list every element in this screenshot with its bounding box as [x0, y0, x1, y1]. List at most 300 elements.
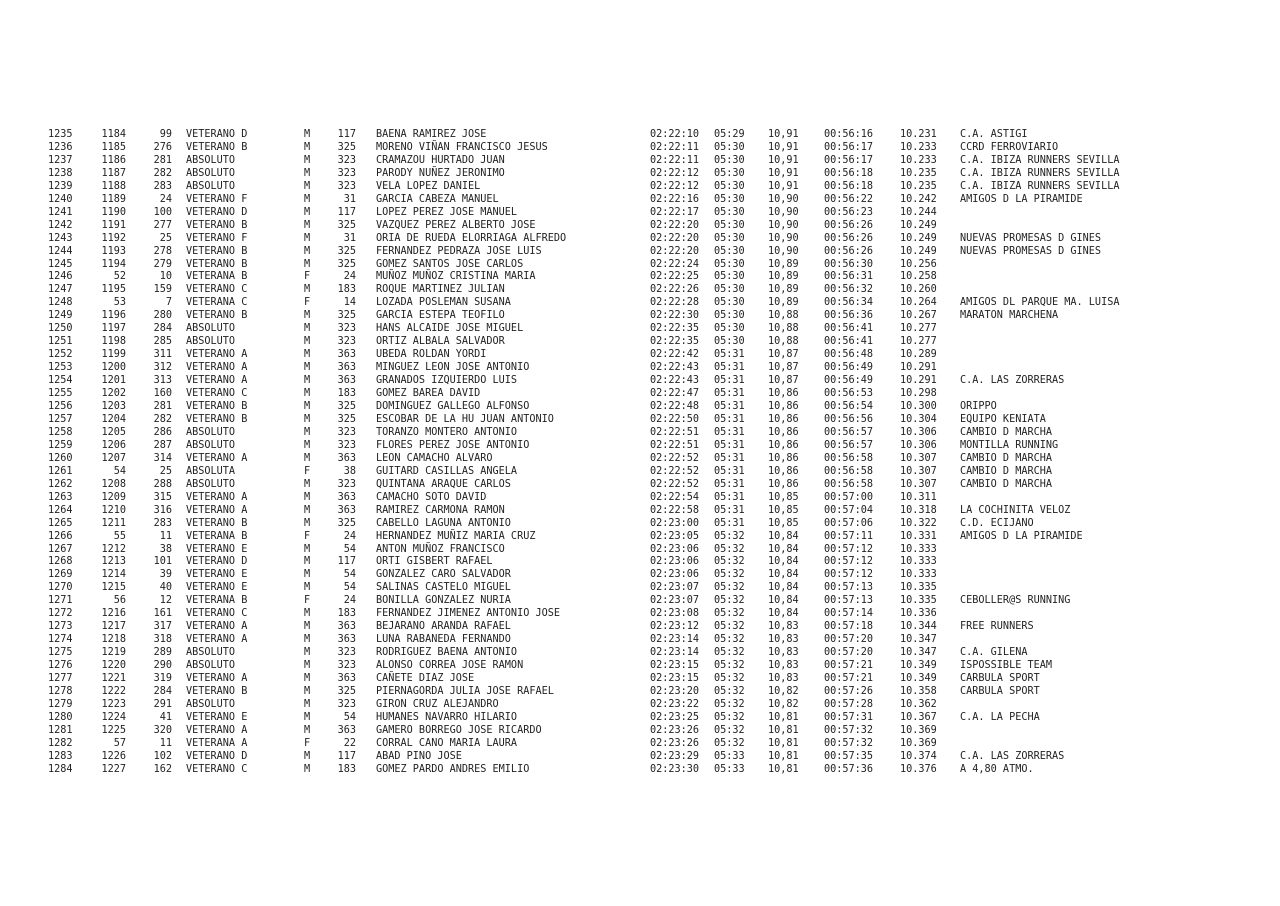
finish-time-cell: 02:23:22 [650, 698, 700, 710]
category-count-cell: 24 [343, 271, 356, 283]
club-cell [960, 336, 1140, 349]
category-count-cell: 363 [337, 375, 356, 387]
table-row [48, 284, 1140, 297]
finish-time-cell: 02:22:35 [650, 323, 700, 335]
club-cell: NUEVAS PROMESAS D GINES [960, 245, 1102, 257]
speed-cell: 10,81 [768, 750, 799, 762]
pace-cell: 05:30 [714, 206, 745, 218]
partial-time-cell: 00:57:32 [824, 724, 874, 736]
runner-name-cell: MORENO VIÑAN FRANCISCO JESUS [376, 141, 548, 153]
category-position-cell: 25 [159, 232, 172, 244]
table-row [48, 699, 1140, 712]
category-position-cell: 286 [153, 426, 172, 438]
category-position-cell: 314 [153, 452, 172, 464]
category-cell: VETERANO F [186, 232, 248, 244]
pace-cell: 05:30 [714, 336, 745, 348]
partial-time-cell: 00:56:49 [824, 362, 874, 374]
category-position-cell: 24 [159, 193, 172, 205]
club-cell [960, 492, 1140, 505]
finish-time-cell: 02:22:54 [650, 491, 700, 503]
partial-time-cell: 00:56:56 [824, 413, 874, 425]
overall-position-cell: 1266 [48, 530, 73, 542]
category-cell: VETERANO B [186, 258, 248, 270]
speed-cell: 10,82 [768, 685, 799, 697]
category-position-cell: 287 [153, 439, 172, 451]
sex-cell: M [304, 724, 311, 736]
category-cell: VETERANO E [186, 711, 248, 723]
category-count-cell: 323 [337, 323, 356, 335]
speed-cell: 10,86 [768, 388, 799, 400]
points-cell: 10.306 [900, 439, 937, 451]
category-position-cell: 11 [159, 737, 172, 749]
category-cell: VETERANO A [186, 491, 248, 503]
partial-time-cell: 00:56:32 [824, 284, 874, 296]
sex-cell: M [304, 750, 311, 762]
overall-position-cell: 1259 [48, 439, 73, 451]
runner-name-cell: DOMINGUEZ GALLEGO ALFONSO [376, 401, 530, 413]
partial-time-cell: 00:57:13 [824, 582, 874, 594]
partial-time-cell: 00:56:17 [824, 154, 874, 166]
sex-cell: M [304, 711, 311, 723]
club-cell: C.A. LA PECHA [960, 711, 1040, 723]
sex-cell: M [304, 413, 311, 425]
runner-name-cell: PARODY NUÑEZ JERONIMO [376, 167, 505, 179]
table-row [48, 505, 1140, 518]
partial-time-cell: 00:56:54 [824, 401, 874, 413]
category-cell: VETERANO A [186, 621, 248, 633]
partial-time-cell: 00:56:18 [824, 167, 874, 179]
category-position-cell: 315 [153, 491, 172, 503]
points-cell: 10.289 [900, 349, 937, 361]
club-cell [960, 323, 1140, 336]
points-cell: 10.333 [900, 543, 937, 555]
sex-cell: M [304, 375, 311, 387]
category-position-cell: 40 [159, 582, 172, 594]
pace-cell: 05:30 [714, 284, 745, 296]
category-position-cell: 312 [153, 362, 172, 374]
category-position-cell: 317 [153, 621, 172, 633]
partial-time-cell: 00:57:20 [824, 634, 874, 646]
sex-cell: M [304, 129, 311, 140]
points-cell: 10.374 [900, 750, 937, 762]
category-cell: VETERANO B [186, 685, 248, 697]
runner-name-cell: BAENA RAMIREZ JOSE [376, 129, 487, 140]
category-cell: VETERANO C [186, 763, 248, 775]
speed-cell: 10,81 [768, 711, 799, 723]
gender-position-cell: 1187 [101, 167, 126, 179]
category-count-cell: 54 [343, 711, 356, 723]
partial-time-cell: 00:56:26 [824, 245, 874, 257]
sex-cell: M [304, 608, 311, 620]
club-cell: CCRD FERROVIARIO [960, 141, 1059, 153]
category-position-cell: 283 [153, 180, 172, 192]
runner-name-cell: CORRAL CANO MARIA LAURA [376, 737, 518, 749]
points-cell: 10.291 [900, 362, 937, 374]
speed-cell: 10,86 [768, 439, 799, 451]
overall-position-cell: 1251 [48, 336, 73, 348]
overall-position-cell: 1284 [48, 763, 73, 775]
category-cell: ABSOLUTO [186, 439, 236, 451]
overall-position-cell: 1249 [48, 310, 73, 322]
club-cell: C.A. LAS ZORRERAS [960, 375, 1065, 387]
category-cell: VETERANO B [186, 310, 248, 322]
table-row [48, 349, 1140, 362]
overall-position-cell: 1256 [48, 401, 73, 413]
points-cell: 10.231 [900, 129, 937, 140]
table-row [48, 531, 1140, 544]
category-count-cell: 183 [337, 284, 356, 296]
gender-position-cell: 1219 [101, 647, 126, 659]
runner-name-cell: BEJARANO ARANDA RAFAEL [376, 621, 511, 633]
table-row [48, 233, 1140, 246]
gender-position-cell: 1224 [101, 711, 126, 723]
category-count-cell: 183 [337, 763, 356, 775]
category-cell: ABSOLUTO [186, 154, 236, 166]
finish-time-cell: 02:22:11 [650, 154, 700, 166]
category-cell: VETERANO D [186, 556, 248, 568]
partial-time-cell: 00:57:20 [824, 647, 874, 659]
club-cell [960, 220, 1140, 233]
finish-time-cell: 02:22:30 [650, 310, 700, 322]
category-position-cell: 276 [153, 141, 172, 153]
runner-name-cell: ABAD PINO JOSE [376, 750, 462, 762]
speed-cell: 10,86 [768, 426, 799, 438]
partial-time-cell: 00:57:14 [824, 608, 874, 620]
partial-time-cell: 00:56:57 [824, 426, 874, 438]
table-row [48, 207, 1140, 220]
speed-cell: 10,86 [768, 452, 799, 464]
sex-cell: M [304, 582, 311, 594]
gender-position-cell: 1225 [101, 724, 126, 736]
points-cell: 10.260 [900, 284, 937, 296]
finish-time-cell: 02:23:05 [650, 530, 700, 542]
overall-position-cell: 1255 [48, 388, 73, 400]
club-cell: CARBULA SPORT [960, 673, 1040, 685]
points-cell: 10.235 [900, 167, 937, 179]
points-cell: 10.335 [900, 582, 937, 594]
sex-cell: M [304, 439, 311, 451]
table-row [48, 259, 1140, 272]
category-cell: VETERANO B [186, 219, 248, 231]
runner-name-cell: LEON CAMACHO ALVARO [376, 452, 493, 464]
points-cell: 10.300 [900, 401, 937, 413]
runner-name-cell: LOZADA POSLEMAN SUSANA [376, 297, 511, 309]
overall-position-cell: 1270 [48, 582, 73, 594]
partial-time-cell: 00:57:06 [824, 517, 874, 529]
points-cell: 10.264 [900, 297, 937, 309]
sex-cell: M [304, 685, 311, 697]
points-cell: 10.347 [900, 647, 937, 659]
partial-time-cell: 00:57:13 [824, 595, 874, 607]
gender-position-cell: 1208 [101, 478, 126, 490]
runner-name-cell: RAMIREZ CARMONA RAMON [376, 504, 505, 516]
speed-cell: 10,84 [768, 556, 799, 568]
category-cell: VETERANA B [186, 595, 248, 607]
club-cell: C.D. ECIJANO [960, 517, 1034, 529]
category-position-cell: 99 [159, 129, 172, 140]
category-cell: VETERANO B [186, 141, 248, 153]
speed-cell: 10,84 [768, 582, 799, 594]
points-cell: 10.277 [900, 323, 937, 335]
sex-cell: M [304, 232, 311, 244]
sex-cell: M [304, 647, 311, 659]
category-position-cell: 278 [153, 245, 172, 257]
table-row [48, 608, 1140, 621]
category-count-cell: 325 [337, 517, 356, 529]
club-cell: CARBULA SPORT [960, 685, 1040, 697]
finish-time-cell: 02:22:24 [650, 258, 700, 270]
runner-name-cell: FERNANDEZ JIMENEZ ANTONIO JOSE [376, 608, 561, 620]
category-cell: VETERANO A [186, 673, 248, 685]
sex-cell: M [304, 310, 311, 322]
gender-position-cell: 1184 [101, 129, 126, 140]
runner-name-cell: TORANZO MONTERO ANTONIO [376, 426, 518, 438]
table-row [48, 375, 1140, 388]
points-cell: 10.369 [900, 737, 937, 749]
category-count-cell: 24 [343, 530, 356, 542]
overall-position-cell: 1282 [48, 737, 73, 749]
category-count-cell: 363 [337, 673, 356, 685]
category-cell: ABSOLUTA [186, 465, 236, 477]
club-cell: MONTILLA RUNNING [960, 439, 1059, 451]
table-row [48, 440, 1140, 453]
speed-cell: 10,88 [768, 323, 799, 335]
gender-position-cell: 1226 [101, 750, 126, 762]
table-row [48, 518, 1140, 531]
finish-time-cell: 02:23:06 [650, 556, 700, 568]
pace-cell: 05:32 [714, 647, 745, 659]
category-count-cell: 323 [337, 167, 356, 179]
points-cell: 10.267 [900, 310, 937, 322]
sex-cell: M [304, 336, 311, 348]
gender-position-cell: 1190 [101, 206, 126, 218]
category-cell: VETERANO B [186, 413, 248, 425]
sex-cell: M [304, 517, 311, 529]
overall-position-cell: 1237 [48, 154, 73, 166]
category-cell: VETERANA A [186, 737, 248, 749]
speed-cell: 10,90 [768, 219, 799, 231]
points-cell: 10.344 [900, 621, 937, 633]
category-cell: VETERANO E [186, 569, 248, 581]
speed-cell: 10,87 [768, 362, 799, 374]
category-count-cell: 363 [337, 634, 356, 646]
pace-cell: 05:30 [714, 167, 745, 179]
partial-time-cell: 00:56:22 [824, 193, 874, 205]
sex-cell: M [304, 141, 311, 153]
category-count-cell: 183 [337, 608, 356, 620]
gender-position-cell: 56 [113, 595, 126, 607]
sex-cell: M [304, 543, 311, 555]
category-count-cell: 117 [337, 206, 356, 218]
category-cell: VETERANO C [186, 608, 248, 620]
table-row [48, 142, 1140, 155]
points-cell: 10.358 [900, 685, 937, 697]
speed-cell: 10,91 [768, 154, 799, 166]
table-row [48, 634, 1140, 647]
club-cell: CEBOLLER@S RUNNING [960, 595, 1071, 607]
category-position-cell: 281 [153, 154, 172, 166]
category-count-cell: 325 [337, 219, 356, 231]
gender-position-cell: 1211 [101, 517, 126, 529]
partial-time-cell: 00:57:18 [824, 621, 874, 633]
runner-name-cell: ORIA DE RUEDA ELORRIAGA ALFREDO [376, 232, 567, 244]
club-cell: C.A. IBIZA RUNNERS SEVILLA [960, 167, 1120, 179]
speed-cell: 10,91 [768, 167, 799, 179]
category-count-cell: 22 [343, 737, 356, 749]
overall-position-cell: 1277 [48, 673, 73, 685]
points-cell: 10.349 [900, 673, 937, 685]
finish-time-cell: 02:22:25 [650, 271, 700, 283]
points-cell: 10.249 [900, 232, 937, 244]
club-cell: C.A. ASTIGI [960, 129, 1028, 140]
overall-position-cell: 1258 [48, 426, 73, 438]
pace-cell: 05:31 [714, 491, 745, 503]
finish-time-cell: 02:22:42 [650, 349, 700, 361]
overall-position-cell: 1276 [48, 660, 73, 672]
club-cell [960, 738, 1140, 751]
overall-position-cell: 1257 [48, 413, 73, 425]
table-row [48, 323, 1140, 336]
category-count-cell: 14 [343, 297, 356, 309]
sex-cell: M [304, 569, 311, 581]
runner-name-cell: ORTIZ ALBALA SALVADOR [376, 336, 505, 348]
table-row [48, 271, 1140, 284]
speed-cell: 10,90 [768, 206, 799, 218]
club-cell: NUEVAS PROMESAS D GINES [960, 232, 1102, 244]
finish-time-cell: 02:22:20 [650, 232, 700, 244]
category-position-cell: 281 [153, 401, 172, 413]
club-cell: C.A. GILENA [960, 647, 1028, 659]
pace-cell: 05:32 [714, 711, 745, 723]
category-count-cell: 363 [337, 491, 356, 503]
runner-name-cell: MINGUEZ LEON JOSE ANTONIO [376, 362, 530, 374]
overall-position-cell: 1271 [48, 595, 73, 607]
sex-cell: F [304, 465, 311, 477]
category-position-cell: 284 [153, 685, 172, 697]
club-cell [960, 634, 1140, 647]
partial-time-cell: 00:56:58 [824, 478, 874, 490]
points-cell: 10.298 [900, 388, 937, 400]
category-cell: ABSOLUTO [186, 167, 236, 179]
partial-time-cell: 00:56:30 [824, 258, 874, 270]
pace-cell: 05:31 [714, 465, 745, 477]
finish-time-cell: 02:22:12 [650, 167, 700, 179]
table-row [48, 725, 1140, 738]
runner-name-cell: LOPEZ PEREZ JOSE MANUEL [376, 206, 518, 218]
finish-time-cell: 02:22:51 [650, 439, 700, 451]
club-cell [960, 271, 1140, 284]
finish-time-cell: 02:23:00 [650, 517, 700, 529]
finish-time-cell: 02:22:10 [650, 129, 700, 140]
sex-cell: M [304, 763, 311, 775]
gender-position-cell: 1203 [101, 401, 126, 413]
results-table [48, 129, 1140, 777]
overall-position-cell: 1262 [48, 478, 73, 490]
category-count-cell: 323 [337, 478, 356, 490]
category-position-cell: 311 [153, 349, 172, 361]
overall-position-cell: 1253 [48, 362, 73, 374]
speed-cell: 10,85 [768, 491, 799, 503]
category-cell: VETERANA C [186, 297, 248, 309]
speed-cell: 10,85 [768, 517, 799, 529]
category-position-cell: 318 [153, 634, 172, 646]
category-count-cell: 363 [337, 724, 356, 736]
points-cell: 10.335 [900, 595, 937, 607]
runner-name-cell: ORTI GISBERT RAFAEL [376, 556, 493, 568]
sex-cell: M [304, 245, 311, 257]
gender-position-cell: 1216 [101, 608, 126, 620]
partial-time-cell: 00:56:48 [824, 349, 874, 361]
speed-cell: 10,89 [768, 258, 799, 270]
table-row [48, 621, 1140, 634]
pace-cell: 05:32 [714, 660, 745, 672]
category-count-cell: 323 [337, 647, 356, 659]
club-cell: EQUIPO KENIATA [960, 413, 1046, 425]
runner-name-cell: RODRIGUEZ BAENA ANTONIO [376, 647, 518, 659]
runner-name-cell: HERNANDEZ MUÑIZ MARIA CRUZ [376, 530, 536, 542]
finish-time-cell: 02:22:35 [650, 336, 700, 348]
category-count-cell: 323 [337, 439, 356, 451]
category-position-cell: 283 [153, 517, 172, 529]
runner-name-cell: CRAMAZOU HURTADO JUAN [376, 154, 505, 166]
sex-cell: M [304, 388, 311, 400]
finish-time-cell: 02:22:11 [650, 141, 700, 153]
sex-cell: M [304, 491, 311, 503]
runner-name-cell: ESCOBAR DE LA HU JUAN ANTONIO [376, 413, 554, 425]
pace-cell: 05:31 [714, 388, 745, 400]
category-position-cell: 320 [153, 724, 172, 736]
points-cell: 10.307 [900, 465, 937, 477]
club-cell [960, 388, 1140, 401]
pace-cell: 05:33 [714, 763, 745, 775]
category-cell: VETERANO C [186, 284, 248, 296]
club-cell [960, 608, 1140, 621]
overall-position-cell: 1265 [48, 517, 73, 529]
sex-cell: M [304, 556, 311, 568]
category-count-cell: 323 [337, 180, 356, 192]
sex-cell: M [304, 673, 311, 685]
category-position-cell: 38 [159, 543, 172, 555]
pace-cell: 05:32 [714, 582, 745, 594]
sex-cell: M [304, 660, 311, 672]
speed-cell: 10,91 [768, 129, 799, 140]
speed-cell: 10,84 [768, 595, 799, 607]
overall-position-cell: 1254 [48, 375, 73, 387]
speed-cell: 10,90 [768, 232, 799, 244]
club-cell: FREE RUNNERS [960, 621, 1034, 633]
gender-position-cell: 1227 [101, 763, 126, 775]
club-cell: CAMBIO D MARCHA [960, 478, 1053, 490]
gender-position-cell: 1207 [101, 452, 126, 464]
pace-cell: 05:29 [714, 129, 745, 140]
overall-position-cell: 1281 [48, 724, 73, 736]
category-count-cell: 31 [343, 232, 356, 244]
table-row [48, 569, 1140, 582]
category-count-cell: 363 [337, 452, 356, 464]
partial-time-cell: 00:56:41 [824, 323, 874, 335]
overall-position-cell: 1245 [48, 258, 73, 270]
gender-position-cell: 55 [113, 530, 126, 542]
category-position-cell: 291 [153, 698, 172, 710]
category-count-cell: 24 [343, 595, 356, 607]
gender-position-cell: 1212 [101, 543, 126, 555]
table-row [48, 155, 1140, 168]
points-cell: 10.322 [900, 517, 937, 529]
speed-cell: 10,86 [768, 478, 799, 490]
finish-time-cell: 02:22:52 [650, 478, 700, 490]
overall-position-cell: 1267 [48, 543, 73, 555]
overall-position-cell: 1238 [48, 167, 73, 179]
